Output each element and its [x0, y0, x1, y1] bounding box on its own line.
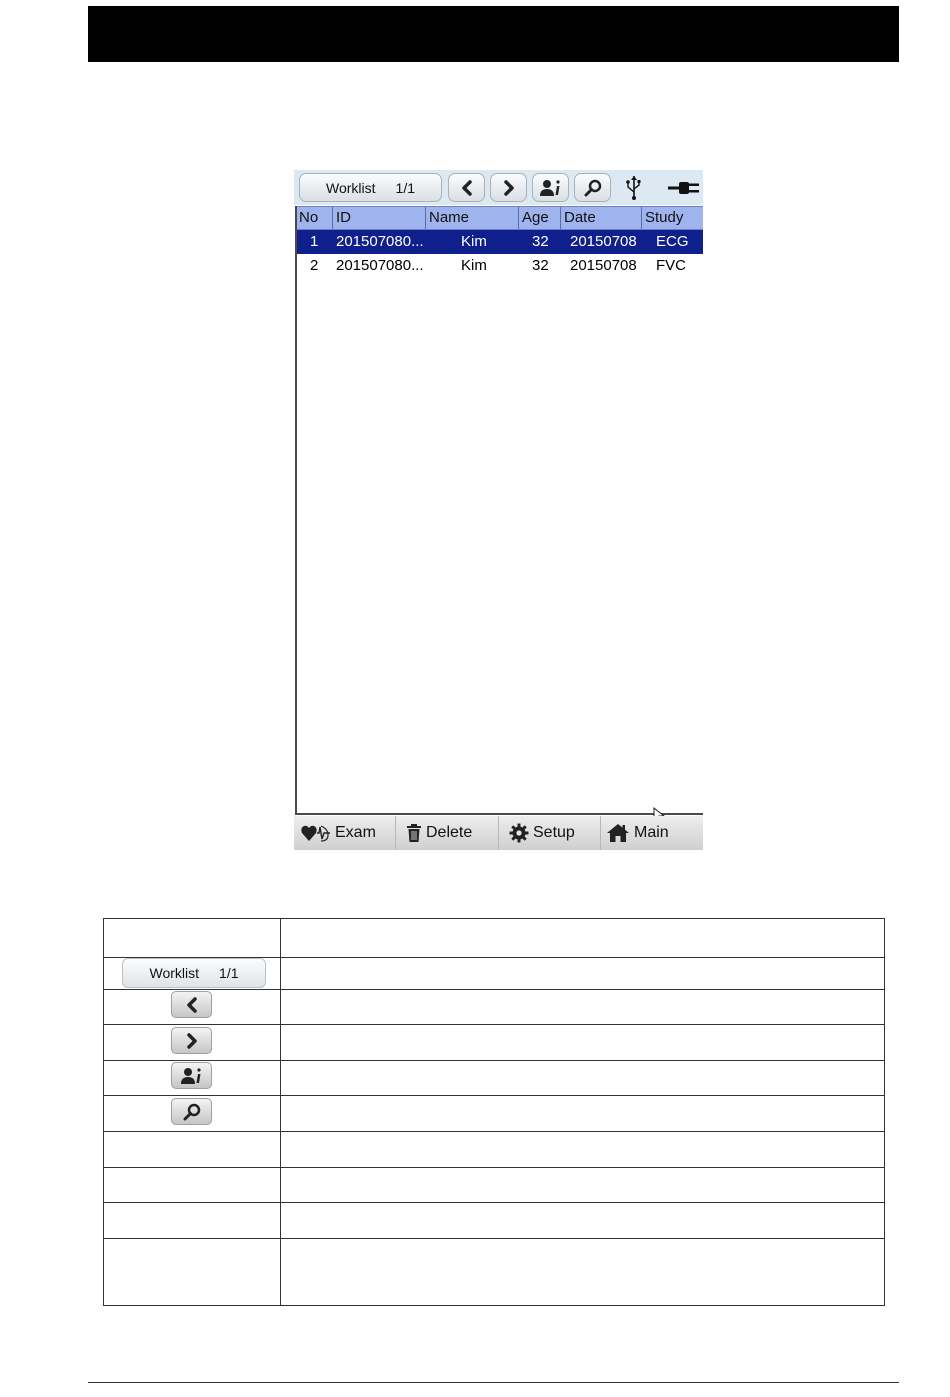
setup-label: Setup [533, 824, 575, 841]
column-header-name[interactable]: Name [426, 207, 519, 229]
column-header-id[interactable]: ID [333, 207, 426, 229]
row-divider [104, 1202, 884, 1203]
device-screen [294, 170, 703, 850]
page-indicator: 1/1 [219, 965, 239, 981]
search-button-sample [171, 1098, 212, 1125]
delete-label: Delete [426, 824, 473, 841]
cell-age: 32 [532, 233, 549, 250]
cell-id: 201507080... [336, 233, 424, 250]
chevron-left-icon [185, 997, 199, 1013]
footer-divider [88, 1382, 899, 1383]
worklist-table [296, 206, 703, 278]
exam-icon [301, 823, 331, 843]
column-header-date[interactable]: Date [561, 207, 642, 229]
delete-button[interactable] [396, 816, 499, 850]
exam-button[interactable] [294, 816, 396, 850]
bottom-bar [294, 816, 703, 850]
cell-id: 201507080... [336, 257, 424, 274]
patient-info-icon [180, 1067, 204, 1085]
next-button-sample [171, 1027, 212, 1054]
column-divider [280, 919, 281, 1305]
table-header [296, 206, 703, 230]
cell-study: FVC [656, 257, 686, 274]
cell-date: 20150708 [570, 233, 637, 250]
worklist-label: Worklist [149, 965, 200, 981]
main-label: Main [634, 824, 669, 841]
worklist-button-sample [122, 958, 266, 988]
power-plug-icon [666, 178, 700, 198]
cell-no: 1 [310, 233, 319, 250]
gear-icon [509, 823, 529, 843]
row-divider [104, 1060, 884, 1061]
toolbar [294, 170, 703, 205]
main-button[interactable] [601, 816, 703, 850]
next-page-button[interactable] [490, 173, 527, 202]
exam-label: Exam [335, 824, 376, 841]
previous-page-button[interactable] [448, 173, 485, 202]
column-header-study[interactable]: Study [645, 209, 684, 226]
row-divider [104, 1167, 884, 1168]
patient-info-icon [539, 179, 563, 197]
row-divider [104, 1131, 884, 1132]
table-row[interactable] [296, 254, 703, 278]
column-header-age[interactable]: Age [519, 207, 561, 229]
search-icon [183, 1103, 201, 1121]
chevron-right-icon [502, 180, 516, 196]
cell-name: Kim [461, 257, 487, 274]
document-header-bar [88, 6, 899, 62]
trash-icon [406, 823, 422, 843]
usb-icon [624, 175, 644, 201]
column-header-no[interactable]: No [296, 207, 333, 229]
cell-study: ECG [656, 233, 689, 250]
cell-age: 32 [532, 257, 549, 274]
list-bottom-border [295, 813, 703, 815]
search-icon [584, 179, 602, 197]
table-row[interactable] [296, 230, 703, 254]
previous-button-sample [171, 991, 212, 1018]
home-icon [606, 823, 630, 843]
chevron-left-icon [460, 180, 474, 196]
row-divider [104, 1024, 884, 1025]
cell-name: Kim [461, 233, 487, 250]
page-indicator: 1/1 [395, 179, 415, 196]
chevron-right-icon [185, 1033, 199, 1049]
patient-info-button[interactable] [532, 173, 569, 202]
worklist-label: Worklist [326, 179, 376, 196]
list-left-border [295, 206, 297, 814]
setup-button[interactable] [499, 816, 601, 850]
description-table [103, 918, 885, 1306]
row-divider [104, 1238, 884, 1239]
row-divider [104, 989, 884, 990]
row-divider [104, 1095, 884, 1096]
cell-no: 2 [310, 257, 319, 274]
worklist-button[interactable] [299, 173, 442, 202]
search-button[interactable] [574, 173, 611, 202]
patient-info-button-sample [171, 1062, 212, 1089]
cell-date: 20150708 [570, 257, 637, 274]
